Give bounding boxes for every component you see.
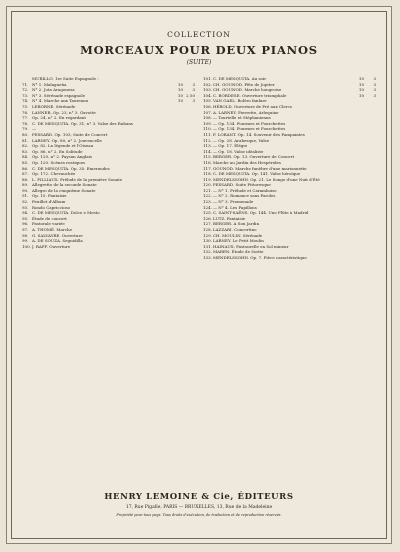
entry-title: C. SAINT-SAËNS. Op. 144. Une Flûte à Madrid <box>213 210 309 216</box>
entry-number: 108. <box>203 115 212 121</box>
entry-number: 109. <box>203 120 212 126</box>
entry-number: 97. <box>22 227 29 233</box>
entry-number: 103. <box>203 87 212 93</box>
catalog-column-right <box>203 76 376 476</box>
entry-price: 3 <box>373 76 376 81</box>
entry-title: — <box>32 126 36 132</box>
entry-title: LAZZARI. Concertino <box>213 227 257 233</box>
entry-number: 114. <box>203 148 212 154</box>
entry-title: Op. 86, n° 2. En Solitude <box>32 148 83 154</box>
entry-title: — Op. 134. Fourmes et Fourchettes <box>213 126 286 132</box>
entry-title: C. DE MESQUITA. Dolce e Mesto <box>32 210 100 216</box>
entry-number: 98. <box>22 232 29 238</box>
entry-title: — N° 1. Prélude et Caramboise <box>213 187 277 193</box>
entry-price-net: 10 <box>358 81 364 87</box>
entry-title: CH. GOUNOD. Marche hongroise <box>213 87 282 93</box>
entry-number: 74. <box>22 98 29 104</box>
catalog-column-left <box>22 76 195 476</box>
entry-price-net: 10 <box>177 81 183 87</box>
entry-number: 71. <box>22 81 29 87</box>
entry-number: 133. <box>203 255 212 260</box>
entry-number: 92. <box>22 199 29 205</box>
entry-title: LARNEY. Op. 80, n° 2. Jouvencelle <box>32 137 102 143</box>
entry-title: Étude de concert <box>32 215 67 221</box>
entry-title: MAREN. Étude de Sortie <box>213 249 264 255</box>
entry-title: Allegro de la cinquième Sonate <box>32 187 96 193</box>
entry-title: CH. GOUNOD. Fête de Jupiter <box>213 81 275 87</box>
entry-price: 3 <box>373 81 376 87</box>
entry-title: — Tourtelle et Stéphanienne <box>213 115 271 121</box>
entry-title: C. DE MESQUITA. Op. 141. Valse héroïque <box>213 171 301 177</box>
entry-title: G. SALVAYRE. Ouverture <box>32 232 83 238</box>
entry-title: Marche au Jardin des Hespérides <box>213 159 281 165</box>
entry-number: 130. <box>203 238 212 244</box>
entry-title: C. BORDESE. Ouverture triomphale <box>213 92 287 98</box>
entry-number: 83. <box>22 148 29 154</box>
entry-number: 119. <box>203 176 212 182</box>
entry-number: 115. <box>203 154 212 160</box>
entry-price: 3 <box>373 87 376 93</box>
entry-price: 2 50 <box>186 92 195 98</box>
entry-title: BERGER. Op. 13. Ouverture de Concert <box>213 154 295 160</box>
entry-number: 99. <box>22 238 29 244</box>
entry-number: 123. <box>203 199 212 205</box>
entry-title: VAN GAEL. Boléro fanfare <box>213 98 267 104</box>
entry-number: 128. <box>203 227 212 233</box>
entry-number: 80. <box>22 131 29 137</box>
entry-title: Op. 15. Fantaisie <box>32 193 67 199</box>
entry-number: 131. <box>203 243 212 249</box>
entry-number: 73. <box>22 92 29 98</box>
entry-number: 90. <box>22 187 29 193</box>
entry-number: 110. <box>203 126 212 132</box>
entry-title: Allegretto de la seconde Sonate <box>32 182 97 188</box>
entry-title: C. DE MESQUITA. Au soir <box>213 76 267 81</box>
entry-number: 100. <box>22 243 31 249</box>
entry-title: N° 3. Sérénade espagnole <box>32 92 85 98</box>
entry-number: 117. <box>203 165 212 171</box>
header <box>12 30 386 66</box>
entry-title: CH. MOULIN. Sérénade <box>213 232 263 238</box>
entry-number: 79. <box>22 126 29 132</box>
collection-label: COLLECTION <box>167 30 231 39</box>
entry-number: 132. <box>203 249 212 255</box>
entry-number: 104. <box>203 92 212 98</box>
entry-number: 127. <box>203 221 212 227</box>
entry-number: 116. <box>203 159 212 165</box>
entry-title: J. RAFF. Ouverture <box>32 243 71 249</box>
entry-number: 106. <box>203 103 212 109</box>
entry-title: L. FILLIAUX. Prélude de la première Sonate <box>32 176 123 182</box>
entry-title: N° 2. Jota Aragonesa <box>32 87 75 93</box>
entry-title: Op. 82. La légende et l'Oiseau <box>32 143 94 149</box>
entry-number: 112. <box>203 137 212 143</box>
entry-title: MENDELSSOHN. Op. 7. Pièce caractéristique <box>213 255 307 260</box>
publisher-name: HENRY LEMOINE & Cie, ÉDITEURS <box>104 492 294 502</box>
entry-number: 78. <box>22 120 29 126</box>
entry-title: GOUNOD. Marche funèbre d'une marionnette <box>213 165 307 171</box>
entry-number: 107. <box>203 109 212 115</box>
entry-title: HÉROLD. Ouverture de Pré aux Clercs <box>213 103 292 109</box>
entry-title: PESSARD. Suite Pittoresque <box>213 182 271 188</box>
entry-title: PESSARD. Op. 103, Suite de Concert <box>32 131 108 137</box>
entry-number: 101. <box>203 76 212 81</box>
entry-number: 72. <box>22 87 29 93</box>
entry-title: — N° 4. Les Papillons <box>213 204 257 210</box>
entry-number: 96. <box>22 221 29 227</box>
entry-title: MENDELSSOHN. Op. 21. Le Songe d'une Nuit d'Été <box>213 176 320 182</box>
entry-price-net: 10 <box>358 92 364 98</box>
entry-number: 95. <box>22 215 29 221</box>
page <box>6 6 392 544</box>
entry-number: 86. <box>22 165 29 171</box>
catalog-columns <box>22 76 376 476</box>
entry-title: F. LORANT. Op. 14. Souvenir des Pampaintes <box>213 131 305 137</box>
entry-number: 125. <box>203 210 212 216</box>
subtitle: (SUITE) <box>186 59 212 66</box>
entry-title: N° 1. Malagueña <box>32 81 67 87</box>
entry-title: A. THOMÉ. Marche <box>32 227 73 233</box>
entry-title: A. DE SOUZA. Seguidilla <box>32 238 83 244</box>
entry-title: Pastorale variée <box>32 221 65 227</box>
entry-number: 124. <box>203 204 212 210</box>
entry-number: 126. <box>203 215 212 221</box>
entry-number: 113. <box>203 143 212 149</box>
entry-number: 84. <box>22 154 29 160</box>
entry-title: — Op. 28. Arabesque, Valse <box>213 137 270 143</box>
entry-price-net: 10 <box>358 87 364 93</box>
catalog-entry <box>203 255 376 261</box>
entry-title: LEBORNE. Sérénade <box>32 103 76 109</box>
entry-number: 91. <box>22 193 29 199</box>
entry-title: — Op. 17. Élégie <box>213 143 248 149</box>
entry-number: 120. <box>203 182 212 188</box>
catalog-entry <box>22 244 195 250</box>
entry-title: BERGER. A Son Jardin <box>213 221 260 227</box>
entry-title: Rondo Capriccioso <box>32 204 71 210</box>
entry-title: HAINAUX. Pastourelle en Sol mineur <box>213 243 289 249</box>
entry-number: 89. <box>22 182 29 188</box>
entry-title: Op. 120. Scènes rustiques <box>32 159 86 165</box>
entry-price: 3 <box>373 92 376 98</box>
page-title: MORCEAUX POUR DEUX PIANOS <box>80 43 318 57</box>
entry-number: 122. <box>203 193 212 199</box>
entry-title: Feuillet d'Album <box>32 199 66 205</box>
entry-title: C. DE MESQUITA. Op. 35. Emeraudes <box>32 165 110 171</box>
entry-number: 105. <box>203 98 212 104</box>
entry-number: 102. <box>203 81 212 87</box>
entry-title: A. LARNEY. Pierrette, Arlequine <box>213 109 279 115</box>
entry-price: 3 <box>192 98 195 104</box>
entry-title: — Op. 134. Fourmes et Fourchettes <box>213 120 286 126</box>
entry-title: LARNEY. Le Petit Moulin <box>213 238 264 244</box>
rights-notice: Propriété pour tous pays. Tous droits d'exécution, de traduction et de reproduction réservés. <box>116 513 282 517</box>
entry-title: N° 4. Marche aux Taureaux <box>32 98 89 104</box>
entry-title: LANNER, Op. 23, n° 3. Gavotte <box>32 109 96 115</box>
entry-number: 111. <box>203 131 212 137</box>
entry-price-net: 10 <box>177 92 183 98</box>
entry-title: — N° 3. Promenade <box>213 199 254 205</box>
entry-number: 85. <box>22 159 29 165</box>
entry-title: — Op. 18. Valse idéaliste <box>213 148 264 154</box>
entry-title: — N° 2. Romance sans Paroles <box>213 193 276 199</box>
page-border <box>11 11 387 539</box>
entry-number: 76. <box>22 109 29 115</box>
entry-price-net: 10 <box>177 87 183 93</box>
entry-number: 82. <box>22 143 29 149</box>
entry-number: 93. <box>22 204 29 210</box>
entry-number: 129. <box>203 232 212 238</box>
entry-number: 118. <box>203 171 212 177</box>
entry-price: 3 <box>192 87 195 93</box>
entry-title: Op. 24, n° 2. En regardant <box>32 115 86 121</box>
entry-price-net: 10 <box>177 98 183 104</box>
entry-number: 77. <box>22 115 29 121</box>
entry-price: 3 <box>192 81 195 87</box>
footer <box>12 492 386 517</box>
entry-title: C. DE MESQUITA. Op. 31, n° 3. Valse des Rubans <box>32 120 133 126</box>
entry-number: 94. <box>22 210 29 216</box>
entry-title: Op. 172. Chevauchée <box>32 171 76 177</box>
entry-number: 87. <box>22 171 29 177</box>
entry-number: 75. <box>22 103 29 109</box>
entry-title: LUTZ. Fantaisie <box>213 215 246 221</box>
entry-number: 88. <box>22 176 29 182</box>
entry-number: 81. <box>22 137 29 143</box>
publisher-address: 17, Rue Pigalle, PARIS — BRUXELLES, 13, Rue de la Madeleine <box>125 505 273 510</box>
entry-title: Op. 120, n° 2. Paysan Anglais <box>32 154 92 160</box>
entry-title: MURILLO. 1re Suite Espagnole : <box>32 76 99 81</box>
entry-number: 121. <box>203 187 212 193</box>
entry-price-net: 10 <box>358 76 364 81</box>
